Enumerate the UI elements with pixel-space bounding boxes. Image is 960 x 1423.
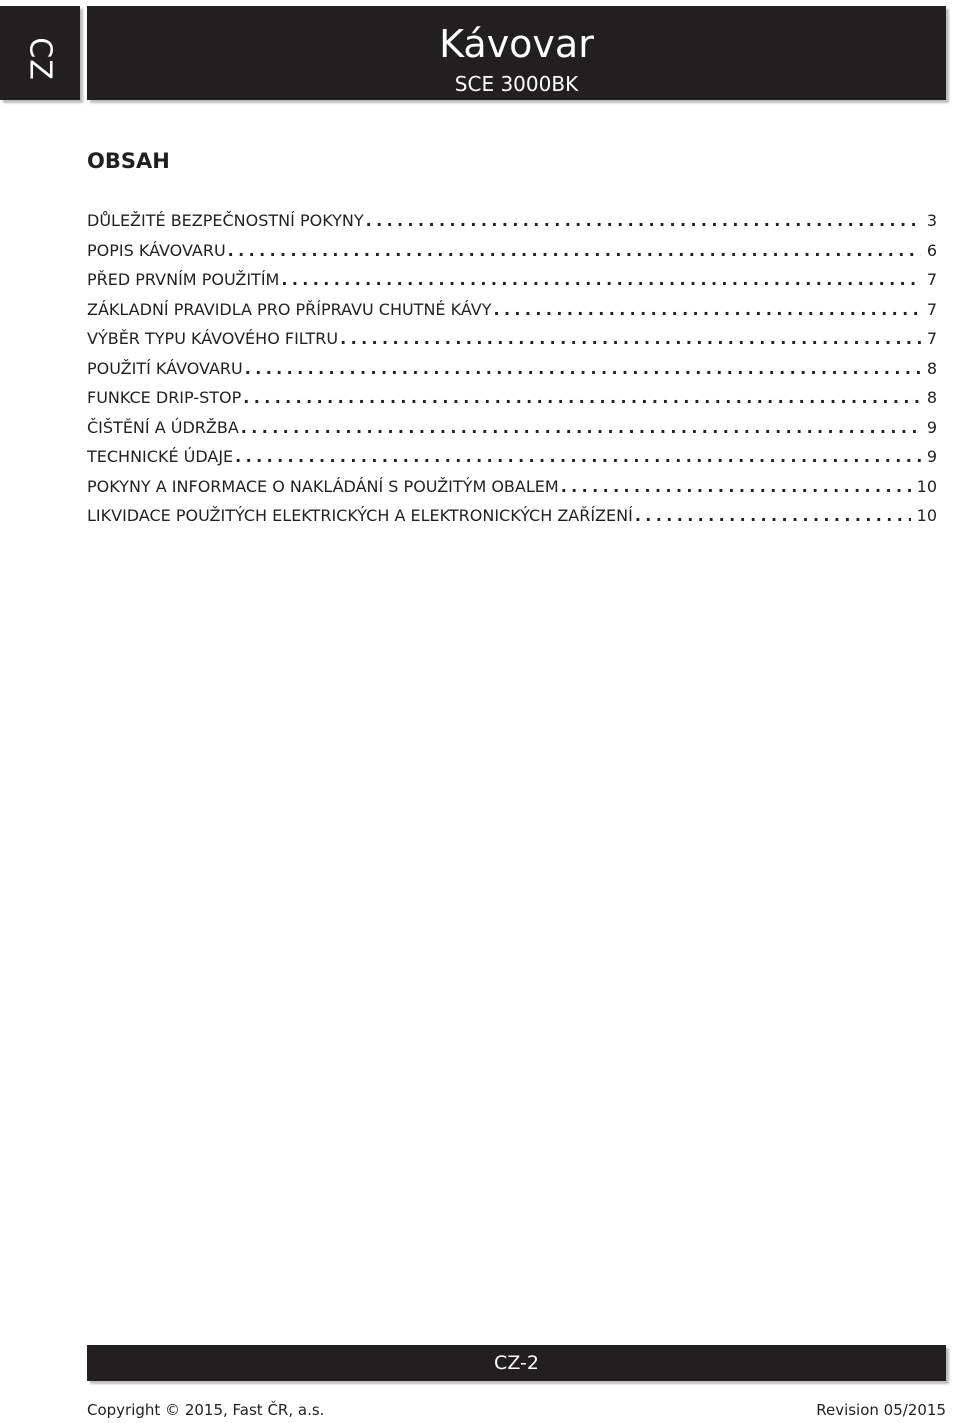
toc-entry-page: 7 [926,299,937,319]
toc-entry[interactable] [87,265,937,295]
toc-entry-label: VÝBĚR TYPU KÁVOVÉHO FILTRU [87,329,339,348]
toc-entry-label: ZÁKLADNÍ PRAVIDLA PRO PŘÍPRAVU CHUTNÉ KÁVY [87,299,492,319]
toc-leader-dots [235,442,921,472]
toc-entry-label: POPIS KÁVOVARU [87,240,226,260]
toc-entry-page: 6 [926,240,937,260]
document-title: Kávovar [439,22,594,66]
revision-label: Revision 05/2015 [816,1401,946,1419]
footer-page-bar [87,1345,946,1381]
toc-entry[interactable] [87,472,937,502]
toc-entry[interactable] [87,236,937,266]
copyright-notice: Copyright © 2015, Fast ČR, a.s. [87,1401,325,1419]
toc-entry-label: POUŽITÍ KÁVOVARU [87,358,243,378]
toc-entry-page: 3 [926,211,937,230]
toc-entry[interactable] [87,324,937,354]
toc-entry-page: 7 [926,270,937,289]
toc-entry-page: 10 [916,476,937,496]
toc-leader-dots [243,383,921,413]
toc-entry-page: 8 [926,358,937,378]
toc-entry-page: 8 [926,388,937,407]
toc-entry-page: 10 [916,506,937,525]
toc-entry[interactable] [87,501,937,531]
toc-entry-label: TECHNICKÉ ÚDAJE [87,447,234,466]
toc-heading: OBSAH [87,149,170,173]
toc-entry-page: 9 [926,447,937,466]
toc-entry[interactable] [87,383,937,413]
toc-leader-dots [228,236,921,266]
header-bar [87,6,946,100]
toc-entry-page: 9 [926,417,937,437]
toc-entry[interactable] [87,295,937,325]
toc-leader-dots [340,324,921,354]
toc-leader-dots [493,295,920,325]
language-code: CZ [22,37,58,81]
toc-leader-dots [281,265,920,295]
toc-entry-label: FUNKCE DRIP-STOP [87,388,242,407]
toc-leader-dots [561,472,911,502]
language-tab [0,6,80,100]
toc-entry-label: POKYNY A INFORMACE O NAKLÁDÁNÍ S POUŽITÝM OBALEM [87,476,559,496]
toc-entry[interactable] [87,206,937,236]
toc-entry[interactable] [87,442,937,472]
toc-leader-dots [635,501,911,531]
toc-leader-dots [245,354,921,384]
toc-leader-dots [366,206,921,236]
toc-entry-label: LIKVIDACE POUŽITÝCH ELEKTRICKÝCH A ELEKTRONICKÝCH ZAŘÍZENÍ [87,506,633,525]
toc-entry[interactable] [87,413,937,443]
model-number: SCE 3000BK [454,72,579,96]
toc-entry-label: ČIŠTĚNÍ A ÚDRŽBA [87,417,239,437]
page-number: CZ-2 [494,1352,539,1374]
table-of-contents [87,206,937,531]
toc-entry-label: PŘED PRVNÍM POUŽITÍM [87,270,280,289]
toc-entry-page: 7 [926,329,937,348]
toc-entry-label: DŮLEŽITÉ BEZPEČNOSTNÍ POKYNY [87,211,364,230]
toc-leader-dots [241,413,921,443]
toc-entry[interactable] [87,354,937,384]
